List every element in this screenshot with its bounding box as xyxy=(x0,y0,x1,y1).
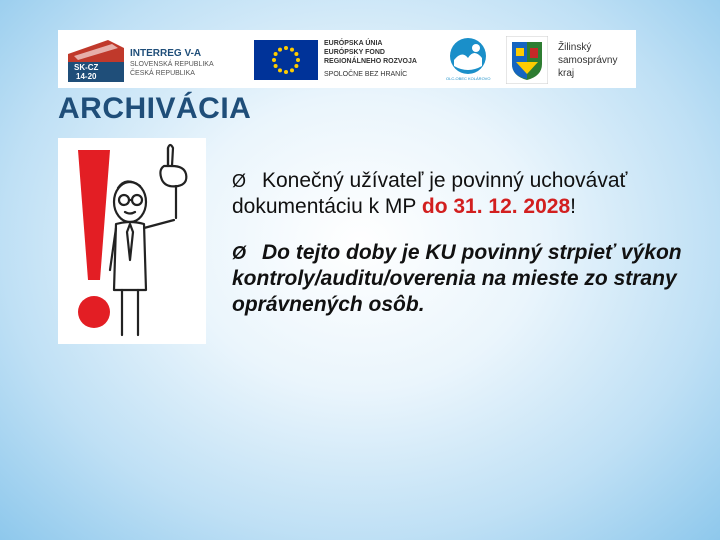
slide-title: ARCHIVÁCIA xyxy=(58,92,252,125)
zilina-line3: kraj xyxy=(558,68,575,79)
bullet-text: Konečný užívateľ je povinný uchovávať dokumentáciu k MP xyxy=(232,169,628,218)
bullet-item xyxy=(232,240,712,318)
zilina-logo xyxy=(506,34,631,86)
regional-logo xyxy=(446,36,490,82)
eu-logo xyxy=(254,38,434,82)
eu-line2: EURÓPSKY FOND xyxy=(324,49,385,56)
zilina-coat-of-arms-icon xyxy=(506,36,548,84)
cartoon-man-pointing-icon xyxy=(106,140,206,340)
eu-line3: REGIONÁLNEHO ROZVOJA xyxy=(324,58,417,65)
bullet-arrow-icon: Ø xyxy=(232,243,247,263)
interreg-line2: SLOVENSKÁ REPUBLIKA xyxy=(130,61,214,68)
logo-bar xyxy=(58,30,636,88)
zilina-line2: samosprávny xyxy=(558,55,618,66)
eu-motto: SPOLOČNE BEZ HRANÍC xyxy=(324,71,408,78)
cartoon-illustration xyxy=(58,138,206,344)
bullet-text: Do tejto doby je KU povinný strpieť výkon kontroly/auditu/overenia na mieste zo strany oprávnených osôb. xyxy=(232,241,682,316)
bullet-item xyxy=(232,168,712,220)
regional-text: OLC-OBEC KOLÁROVO xyxy=(446,76,491,81)
bullet-arrow-icon: Ø xyxy=(232,171,247,191)
bullet-list xyxy=(232,168,712,318)
interreg-badge-line2: 14-20 xyxy=(76,72,97,81)
bullet-text-end: ! xyxy=(570,195,576,218)
deadline-highlight: do 31. 12. 2028 xyxy=(421,195,571,218)
eu-flag-icon xyxy=(254,40,318,80)
regional-emblem-icon xyxy=(446,36,490,76)
interreg-name: INTERREG V-A xyxy=(130,48,202,59)
interreg-line3: ČESKÁ REPUBLIKA xyxy=(130,70,195,77)
interreg-logo xyxy=(68,38,238,82)
eu-line1: EURÓPSKA ÚNIA xyxy=(324,40,383,47)
zilina-line1: Žilinský xyxy=(558,42,592,53)
interreg-badge-line1: SK-CZ xyxy=(74,63,99,72)
